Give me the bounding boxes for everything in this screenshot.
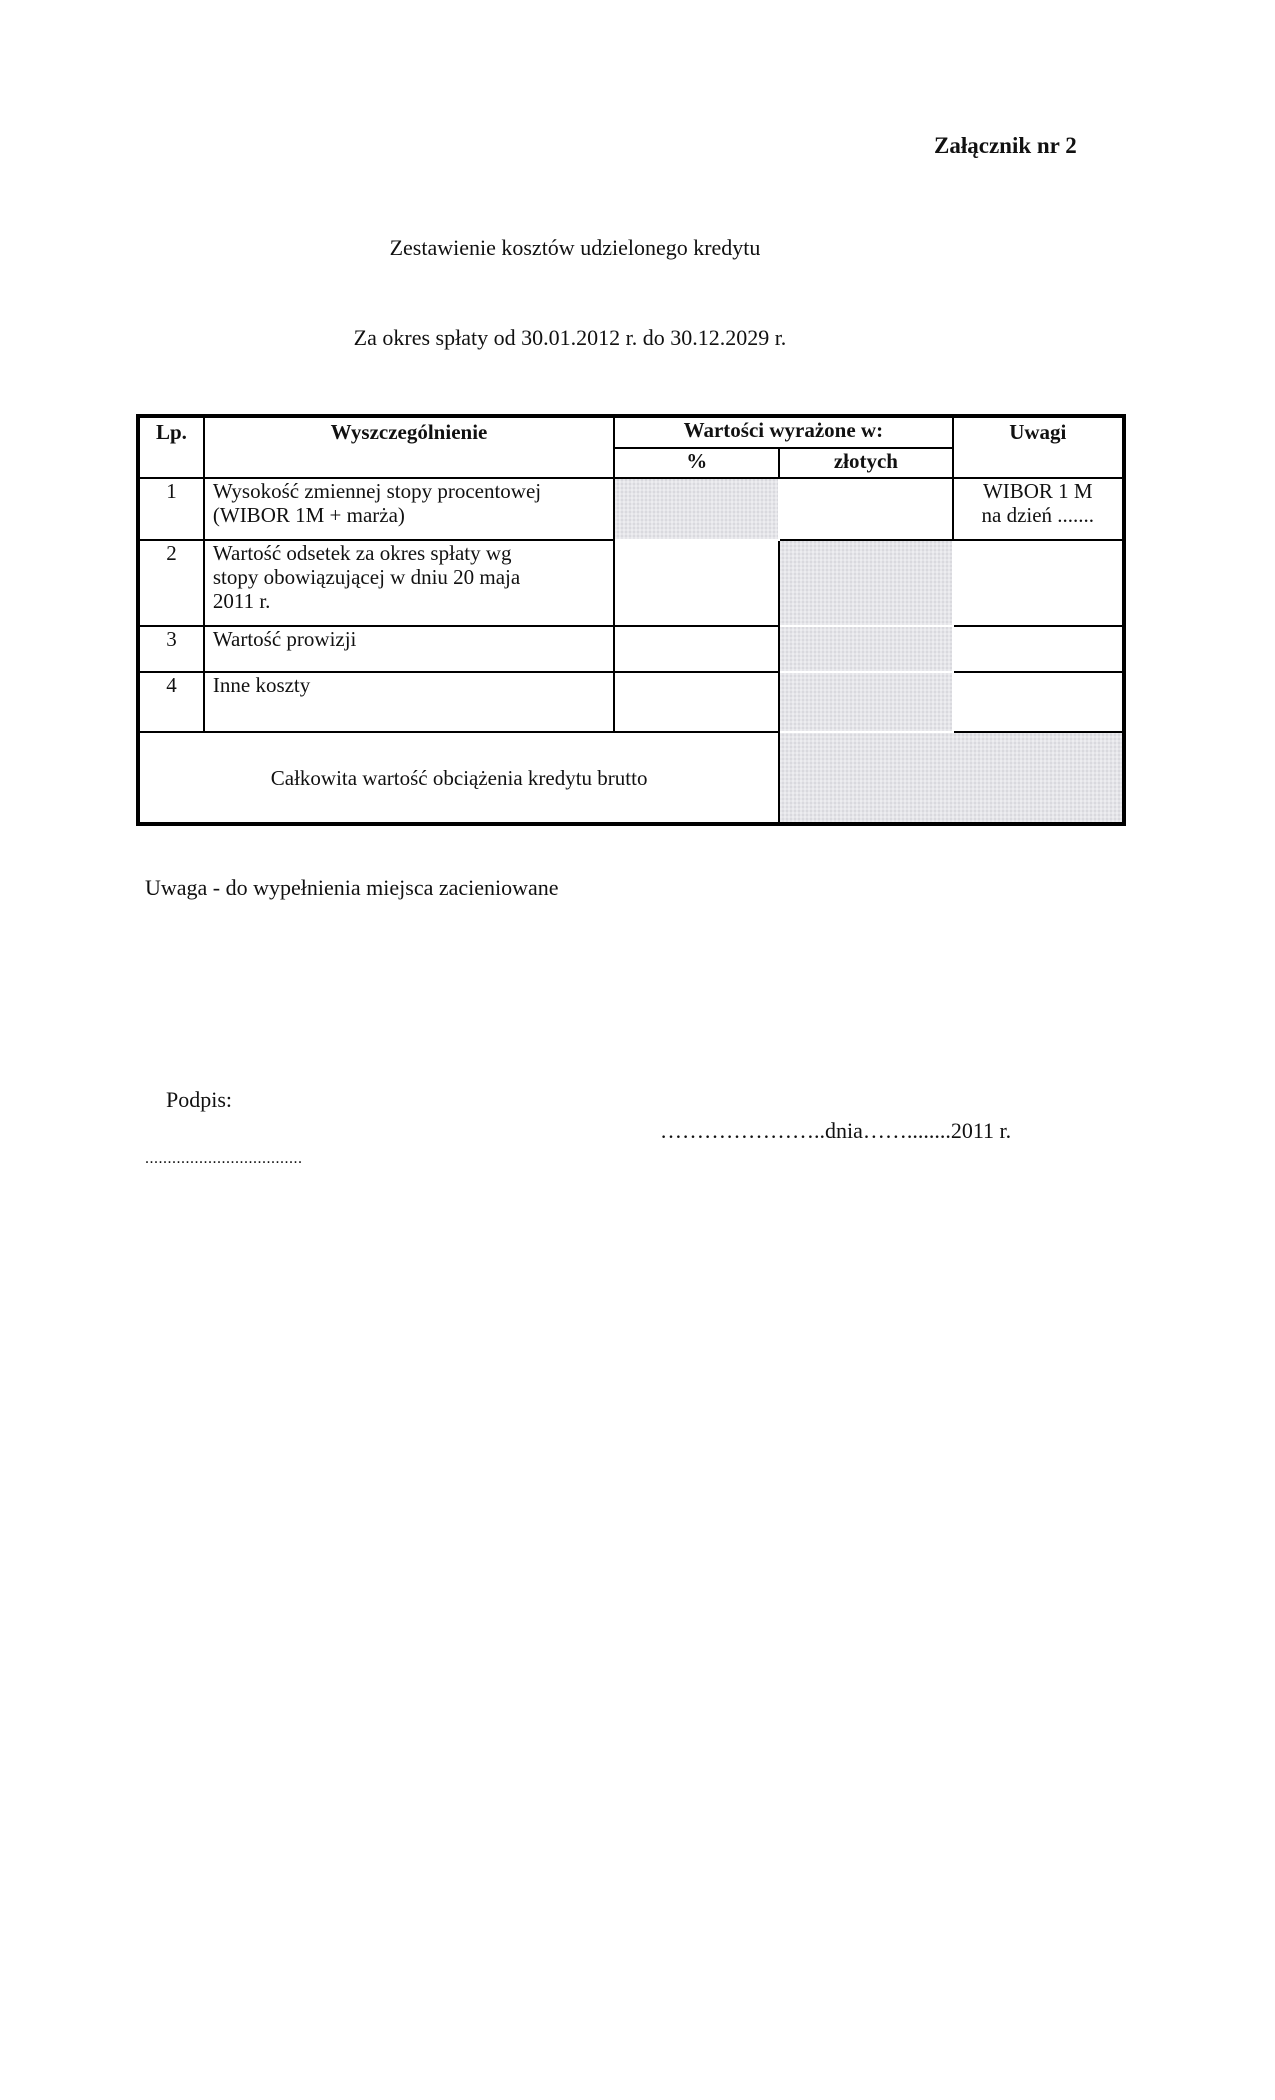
- total-label: Całkowita wartość obciążenia kredytu brutto: [138, 732, 779, 824]
- item-line: 2011 r.: [212, 589, 271, 613]
- row-item: [204, 540, 614, 626]
- signature-label: Podpis:: [166, 1087, 233, 1112]
- annex-number: Załącznik nr 2: [934, 133, 1077, 158]
- item-line: Wartość odsetek za okres spłaty wg: [212, 541, 512, 565]
- header-item: Wyszczególnienie: [204, 416, 614, 478]
- table-row: [138, 540, 1124, 626]
- cost-table: [136, 414, 1126, 826]
- table-row: [138, 626, 1124, 672]
- item-line: (WIBOR 1M + marża): [212, 503, 405, 527]
- item-line: Inne koszty: [212, 673, 311, 697]
- header-lp: Lp.: [138, 416, 204, 478]
- pln-field[interactable]: [779, 672, 952, 732]
- note-cell: [953, 626, 1124, 672]
- row-lp: 2: [138, 540, 204, 626]
- item-line: Wartość prowizji: [212, 627, 357, 651]
- item-line: stopy obowiązującej w dniu 20 maja: [212, 565, 521, 589]
- row-lp: 1: [138, 478, 204, 540]
- note-cell: [953, 540, 1124, 626]
- fill-note: Uwaga - do wypełnienia miejsca zacieniowane: [145, 875, 559, 900]
- total-field[interactable]: [779, 732, 1124, 824]
- row-note: [953, 478, 1124, 540]
- row-lp: 4: [138, 672, 204, 732]
- pln-cell: [779, 478, 952, 540]
- header-pln: złotych: [779, 448, 952, 478]
- percent-cell: [614, 540, 779, 626]
- table-row: [138, 478, 1124, 540]
- header-values: Wartości wyrażone w:: [614, 416, 952, 448]
- row-item: [204, 478, 614, 540]
- percent-field[interactable]: [614, 478, 779, 540]
- pln-field[interactable]: [779, 626, 952, 672]
- item-line: Wysokość zmiennej stopy procentowej: [212, 479, 542, 503]
- note-line: WIBOR 1 M: [982, 479, 1093, 503]
- row-item: [204, 626, 614, 672]
- row-item: [204, 672, 614, 732]
- signature-line: ...................................: [145, 1150, 303, 1167]
- repayment-period: Za okres spłaty od 30.01.2012 r. do 30.12.2029 r.: [353, 325, 787, 350]
- percent-cell: [614, 672, 779, 732]
- table-row: [138, 672, 1124, 732]
- pln-field[interactable]: [779, 540, 952, 626]
- percent-cell: [614, 626, 779, 672]
- header-notes: Uwagi: [953, 416, 1124, 478]
- note-line: na dzień .......: [981, 503, 1095, 527]
- total-row: [138, 732, 1124, 824]
- date-line: …………………..dnia……........2011 r.: [660, 1118, 1012, 1143]
- header-percent: %: [614, 448, 779, 478]
- row-lp: 3: [138, 626, 204, 672]
- note-cell: [953, 672, 1124, 732]
- document-title: Zestawienie kosztów udzielonego kredytu: [389, 235, 761, 260]
